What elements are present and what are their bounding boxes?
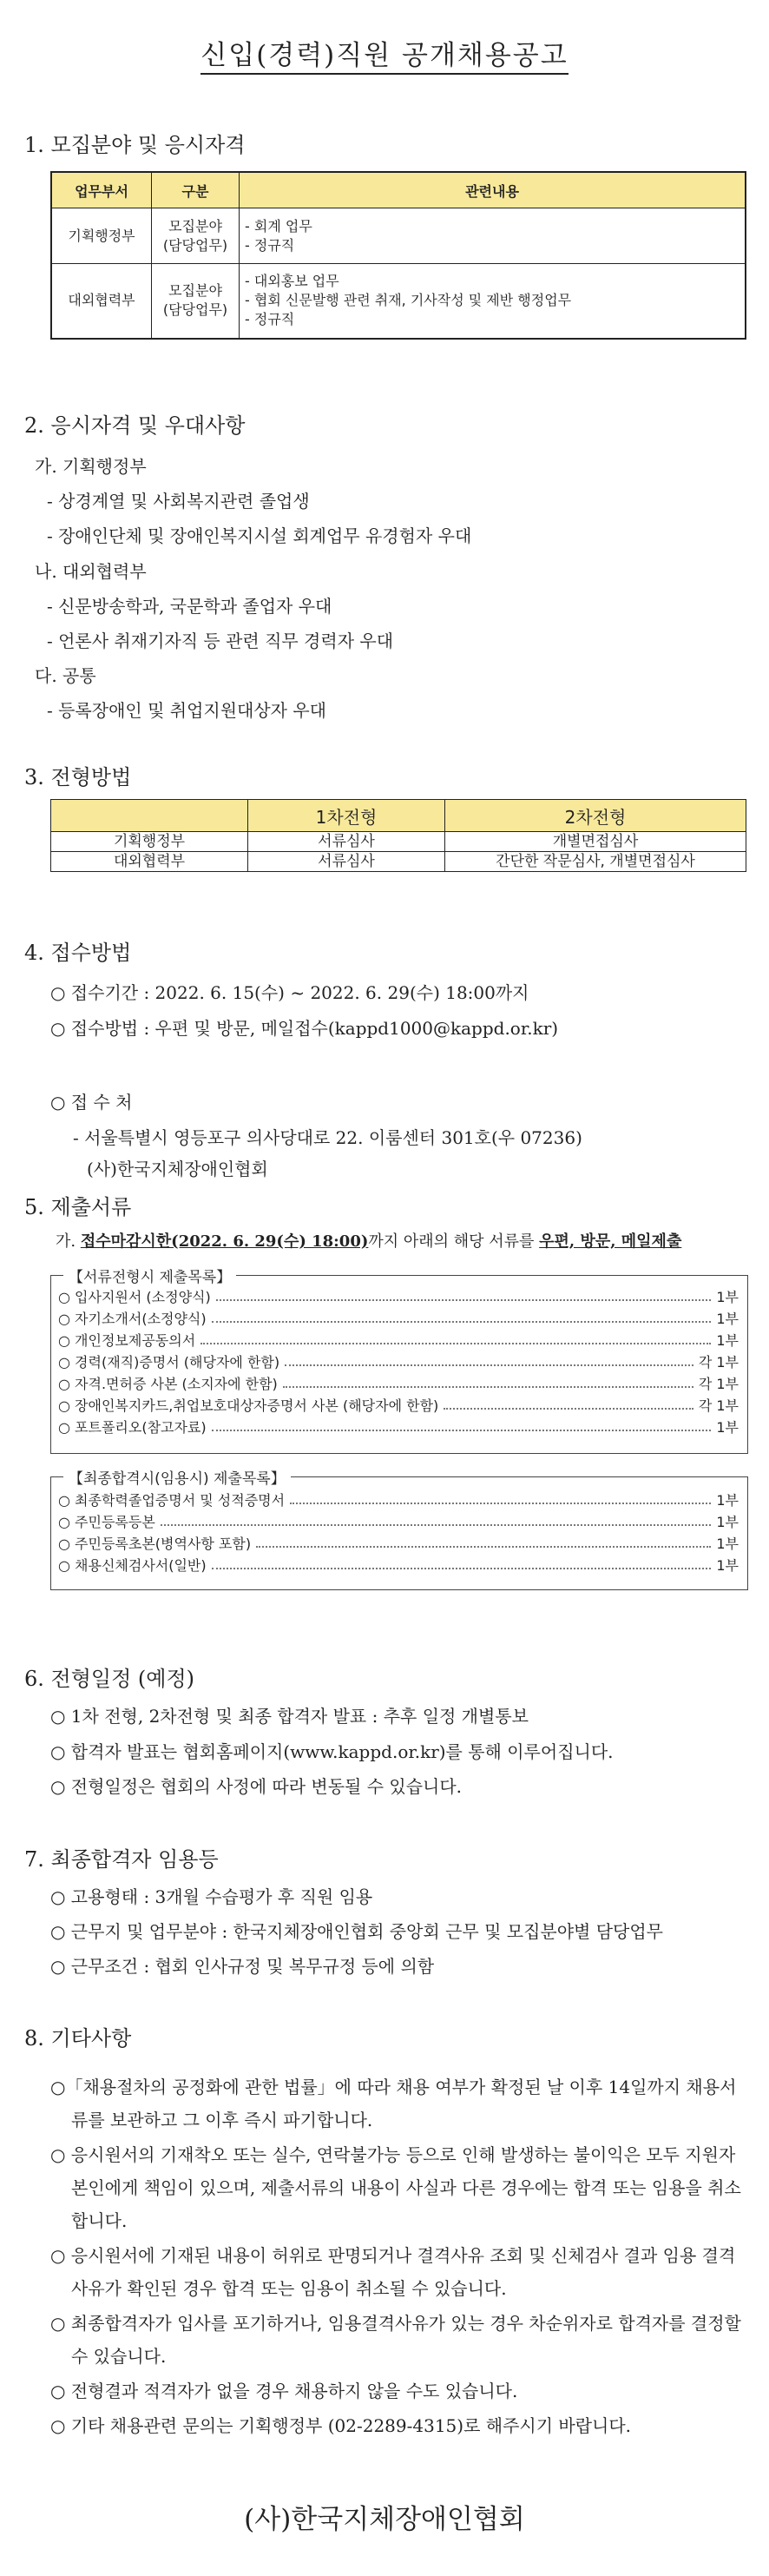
document-list-box bbox=[50, 1269, 748, 1454]
col-header: 1차전형 bbox=[248, 800, 445, 832]
intro-deadline: 접수마감시한(2022. 6. 29(수) 18:00) bbox=[80, 1232, 369, 1251]
intro-mid: 까지 아래의 해당 서류를 bbox=[368, 1232, 540, 1251]
list-item: ○ 개인정보제공동의서 1부 bbox=[51, 1330, 747, 1351]
content-cell bbox=[240, 264, 746, 339]
appointment-item: ○ 근무조건 : 협회 인사규정 및 복무규정 등에 의함 bbox=[50, 1956, 435, 1977]
content-cell bbox=[240, 208, 746, 264]
col-header: 관련내용 bbox=[240, 172, 746, 208]
selection-method-table bbox=[50, 799, 746, 872]
table-cell: 대외협력부 bbox=[51, 852, 248, 872]
appointment-item: ○ 고용형태 : 3개월 수습평가 후 직원 임용 bbox=[50, 1886, 373, 1907]
list-item: - 등록장애인 및 취업지원대상자 우대 bbox=[47, 700, 326, 721]
receipt-org: (사)한국지체장애인협회 bbox=[87, 1159, 268, 1179]
content-line: - 정규직 bbox=[245, 311, 295, 328]
section-1-heading: 1. 모집분야 및 응시자격 bbox=[24, 133, 246, 157]
section-8-heading: 8. 기타사항 bbox=[24, 2026, 132, 2051]
schedule-item: ○ 전형일정은 협회의 사정에 따라 변동될 수 있습니다. bbox=[50, 1776, 463, 1797]
col-header: 업무부서 bbox=[51, 172, 152, 208]
schedule-item: ○ 1차 전형, 2차전형 및 최종 합격자 발표 : 추후 일정 개별통보 bbox=[50, 1706, 529, 1727]
col-header: 2차전형 bbox=[445, 800, 746, 832]
note-item: ○ 응시원서에 기재된 내용이 허위로 판명되거나 결격사유 조회 및 신체검사 결과 임용 결격사유가 확인된 경우 합격 또는 임용이 취소될 수 있습니다. bbox=[50, 2245, 736, 2299]
content-line: - 협회 신문발행 관련 취재, 기사작성 및 제반 행정업무 bbox=[245, 292, 572, 309]
list-item: ○ 자기소개서(소정양식) 1부 bbox=[51, 1308, 747, 1330]
schedule-item: ○ 합격자 발표는 협회홈페이지(www.kappd.or.kr)를 통해 이루어집니다. bbox=[50, 1741, 614, 1762]
subheading: 나. 대외협력부 bbox=[35, 561, 147, 582]
list-item: ○ 경력(재직)증명서 (해당자에 한함) 각 1부 bbox=[51, 1351, 747, 1373]
content-line: - 회계 업무 bbox=[245, 217, 312, 234]
table-row bbox=[51, 264, 746, 339]
dept-cell: 대외협력부 bbox=[51, 264, 152, 339]
section-3-heading: 3. 전형방법 bbox=[24, 765, 132, 789]
content-line: - 대외홍보 업무 bbox=[245, 273, 339, 290]
table-cell: 서류심사 bbox=[248, 832, 445, 852]
box-caption: 【서류전형시 제출목록】 bbox=[63, 1265, 236, 1286]
table-row bbox=[51, 832, 746, 852]
table-cell: 기획행정부 bbox=[51, 832, 248, 852]
box-caption: 【최종합격시(임용시) 제출목록】 bbox=[63, 1466, 291, 1488]
note-item: ○ 최종합격자가 입사를 포기하거나, 임용결격사유가 있는 경우 차순위자로 합격자를 결정할 수 있습니다. bbox=[50, 2313, 741, 2367]
receipt-address: - 서울특별시 영등포구 의사당대로 22. 이룸센터 301호(우 07236) bbox=[73, 1127, 582, 1148]
note-item: ○ 기타 채용관련 문의는 기획행정부 (02-2289-4315)로 해주시기 바랍니다. bbox=[50, 2415, 632, 2436]
section-2-heading: 2. 응시자격 및 우대사항 bbox=[24, 413, 246, 438]
table-row bbox=[51, 208, 746, 264]
other-notes bbox=[50, 2071, 745, 2444]
section-6-heading: 6. 전형일정 (예정) bbox=[24, 1667, 194, 1691]
receipt-period: ○ 접수기간 : 2022. 6. 15(수) ~ 2022. 6. 29(수) 18:00까지 bbox=[50, 982, 529, 1003]
note-item: ○ 전형결과 적격자가 없을 경우 채용하지 않을 수도 있습니다. bbox=[50, 2381, 518, 2401]
section-5-heading: 5. 제출서류 bbox=[24, 1195, 132, 1219]
note-item: ○「채용절차의 공정화에 관한 법률」에 따라 채용 여부가 확정된 날 이후 14일까지 채용서류를 보관하고 그 이후 즉시 파기합니다. bbox=[50, 2077, 737, 2130]
content-line: - 정규직 bbox=[245, 236, 295, 254]
recruit-field-table bbox=[50, 171, 746, 340]
section-7-heading: 7. 최종합격자 임용등 bbox=[24, 1847, 219, 1872]
list-item: ○ 채용신체검사서(일반) 1부 bbox=[51, 1555, 747, 1576]
page-title: 신입(경력)직원 공개채용공고 bbox=[0, 33, 769, 72]
list-item: ○ 포트폴리오(참고자료) 1부 bbox=[51, 1417, 747, 1438]
list-item: - 상경계열 및 사회복지관련 졸업생 bbox=[47, 491, 310, 512]
list-item: ○ 입사지원서 (소정양식) 1부 bbox=[51, 1286, 747, 1308]
list-item: - 신문방송학과, 국문학과 졸업자 우대 bbox=[47, 596, 332, 617]
table-cell: 간단한 작문심사, 개별면접심사 bbox=[445, 852, 746, 872]
col-header bbox=[51, 800, 248, 832]
list-item: - 언론사 취재기자직 등 관련 직무 경력자 우대 bbox=[47, 631, 394, 651]
list-item: - 장애인단체 및 장애인복지시설 회계업무 유경험자 우대 bbox=[47, 525, 472, 546]
list-item: ○ 장애인복지카드,취업보호대상자증명서 사본 (해당자에 한함) 각 1부 bbox=[51, 1395, 747, 1417]
organization-footer: (사)한국지체장애인협회 bbox=[244, 2504, 525, 2535]
subheading: 가. 기획행정부 bbox=[35, 456, 147, 477]
note-item: ○ 응시원서의 기재착오 또는 실수, 연락불가능 등으로 인해 발생하는 불이익은 모두 지원자 본인에게 책임이 있으며, 제출서류의 내용이 사실과 다른 경우에는 합격 또는 임용을 취소합니다. bbox=[50, 2144, 741, 2231]
col-header: 구분 bbox=[152, 172, 240, 208]
list-item: ○ 주민등록초본(병역사항 포함) 1부 bbox=[51, 1533, 747, 1555]
list-item: ○ 최종학력졸업증명서 및 성적증명서 1부 bbox=[51, 1489, 747, 1511]
appointment-item: ○ 근무지 및 업무분야 : 한국지체장애인협회 중앙회 근무 및 모집분야별 담당업무 bbox=[50, 1921, 664, 1942]
section-4-heading: 4. 접수방법 bbox=[24, 941, 132, 965]
intro-method: 우편, 방문, 메일제출 bbox=[539, 1232, 682, 1251]
type-cell: 모집분야 (담당업무) bbox=[152, 208, 240, 264]
list-item: ○ 자격.면허증 사본 (소지자에 한함) 각 1부 bbox=[51, 1373, 747, 1395]
table-cell: 서류심사 bbox=[248, 852, 445, 872]
submission-intro bbox=[56, 1229, 681, 1252]
table-cell: 개별면접심사 bbox=[445, 832, 746, 852]
final-document-list-box bbox=[50, 1470, 748, 1590]
type-cell: 모집분야 (담당업무) bbox=[152, 264, 240, 339]
receipt-place-label: ○ 접 수 처 bbox=[50, 1092, 133, 1113]
dept-cell: 기획행정부 bbox=[51, 208, 152, 264]
table-row bbox=[51, 852, 746, 872]
subheading: 다. 공통 bbox=[35, 665, 96, 686]
intro-prefix: 가. bbox=[56, 1232, 81, 1251]
list-item: ○ 주민등록등본 1부 bbox=[51, 1511, 747, 1533]
receipt-method: ○ 접수방법 : 우편 및 방문, 메일접수(kappd1000@kappd.or.kr) bbox=[50, 1018, 559, 1039]
